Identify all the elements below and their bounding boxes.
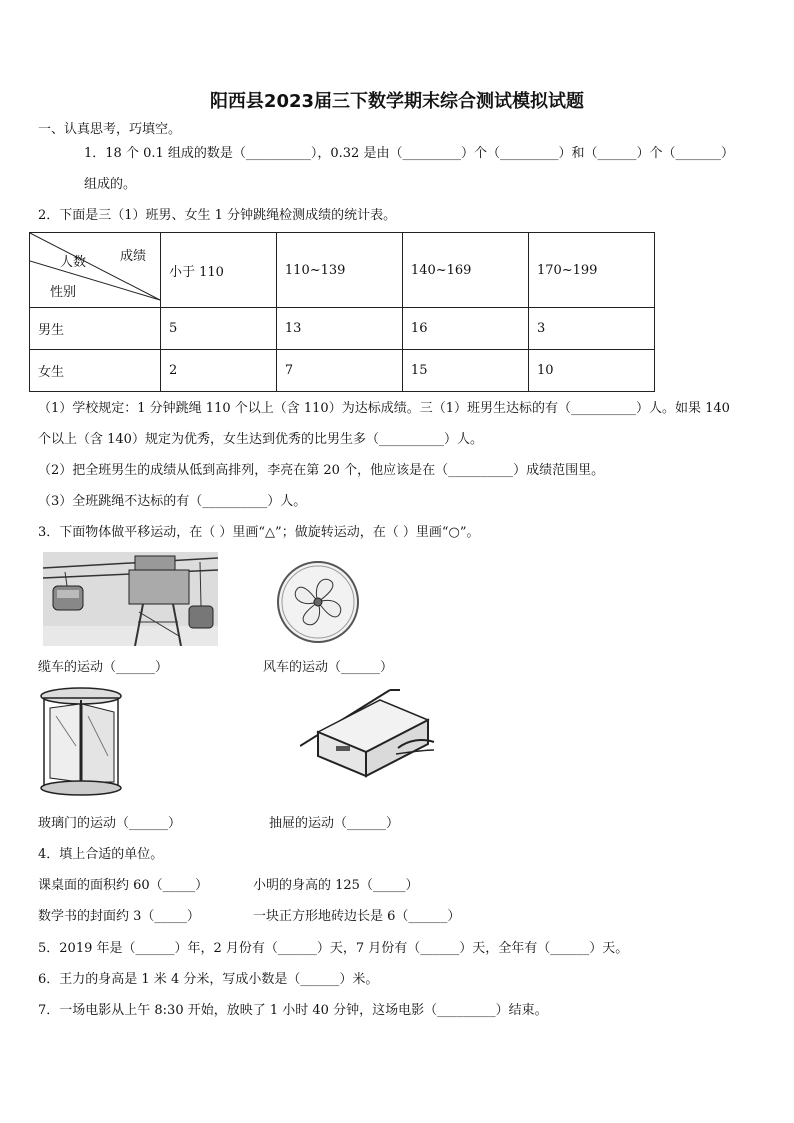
table-cell: 7 [276,350,402,392]
revolving-door-image [36,686,126,798]
question-2-intro: 2．下面是三（1）班男、女生 1 分钟跳绳检测成绩的统计表。 [38,208,397,223]
question-6: 6．王力的身高是 1 米 4 分米，写成小数是（______）米。 [38,972,379,987]
table-cell: 13 [276,308,402,350]
question-1-line-1: 1．18 个 0.1 组成的数是（__________），0.32 是由（_________）个（_________）和（______）个（_______） [84,146,734,161]
drawer-image [300,688,436,780]
caption-drawer: 抽屉的运动（______） [269,816,400,831]
table-cell: 5 [161,308,277,350]
corner-people-label: 人数 [60,255,87,270]
caption-windmill: 风车的运动（______） [263,660,394,675]
question-2-sub-3: （3）全班跳绳不达标的有（__________）人。 [38,494,307,509]
caption-glass-door: 玻璃门的运动（______） [38,816,182,831]
question-1-line-2: 组成的。 [84,177,137,192]
windmill-fan-image [272,556,364,648]
cable-car-image [43,552,218,646]
question-5: 5．2019 年是（______）年，2 月份有（______）天，7 月份有（______）天，全年有（______）天。 [38,941,629,956]
table-cell: 16 [402,308,528,350]
table-cell: 3 [528,308,654,350]
table-header-cell: 110~139 [276,233,402,308]
question-4-item-a: 课桌面的面积约 60（_____） [38,878,209,893]
question-2-sub-1-line-2: 个以上（含 140）规定为优秀，女生达到优秀的比男生多（__________）人。 [38,432,483,447]
caption-cable-car: 缆车的运动（______） [38,660,169,675]
question-4-item-d: 一块正方形地砖边长是 6（______） [253,909,461,924]
table-header-row [30,233,655,308]
exam-title: 阳西县2023届三下数学期末综合测试模拟试题 [209,91,585,112]
table-cell: 2 [161,350,277,392]
question-7: 7．一场电影从上午 8:30 开始，放映了 1 小时 40 分钟，这场电影（_________）结束。 [38,1003,548,1018]
row-label: 女生 [30,350,161,392]
jump-rope-stats-table [29,232,655,392]
question-4-item-c: 数学书的封面约 3（_____） [38,909,200,924]
corner-score-label: 成绩 [120,249,147,264]
row-label: 男生 [30,308,161,350]
table-cell: 15 [402,350,528,392]
question-3-intro: 3．下面物体做平移运动，在（ ）里画“△”；做旋转运动，在（ ）里画“○”。 [38,525,480,540]
table-corner-cell [30,233,161,308]
table-header-cell: 小于 110 [161,233,277,308]
section-heading: 一、认真思考，巧填空。 [38,122,182,137]
question-2-sub-1-line-1: （1）学校规定：1 分钟跳绳 110 个以上（含 110）为达标成绩。三（1）班男生达标的有（__________）人。如果 140 [38,401,730,416]
question-2-sub-2: （2）把全班男生的成绩从低到高排列，李亮在第 20 个，他应该是在（__________）成绩范围里。 [38,463,605,478]
question-4-item-b: 小明的身高的 125（_____） [253,878,419,893]
table-header-cell: 140~169 [402,233,528,308]
table-header-cell: 170~199 [528,233,654,308]
table-row [30,308,655,350]
corner-gender-label: 性别 [50,285,77,300]
question-4-intro: 4．填上合适的单位。 [38,847,164,862]
table-row [30,350,655,392]
table-cell: 10 [528,350,654,392]
